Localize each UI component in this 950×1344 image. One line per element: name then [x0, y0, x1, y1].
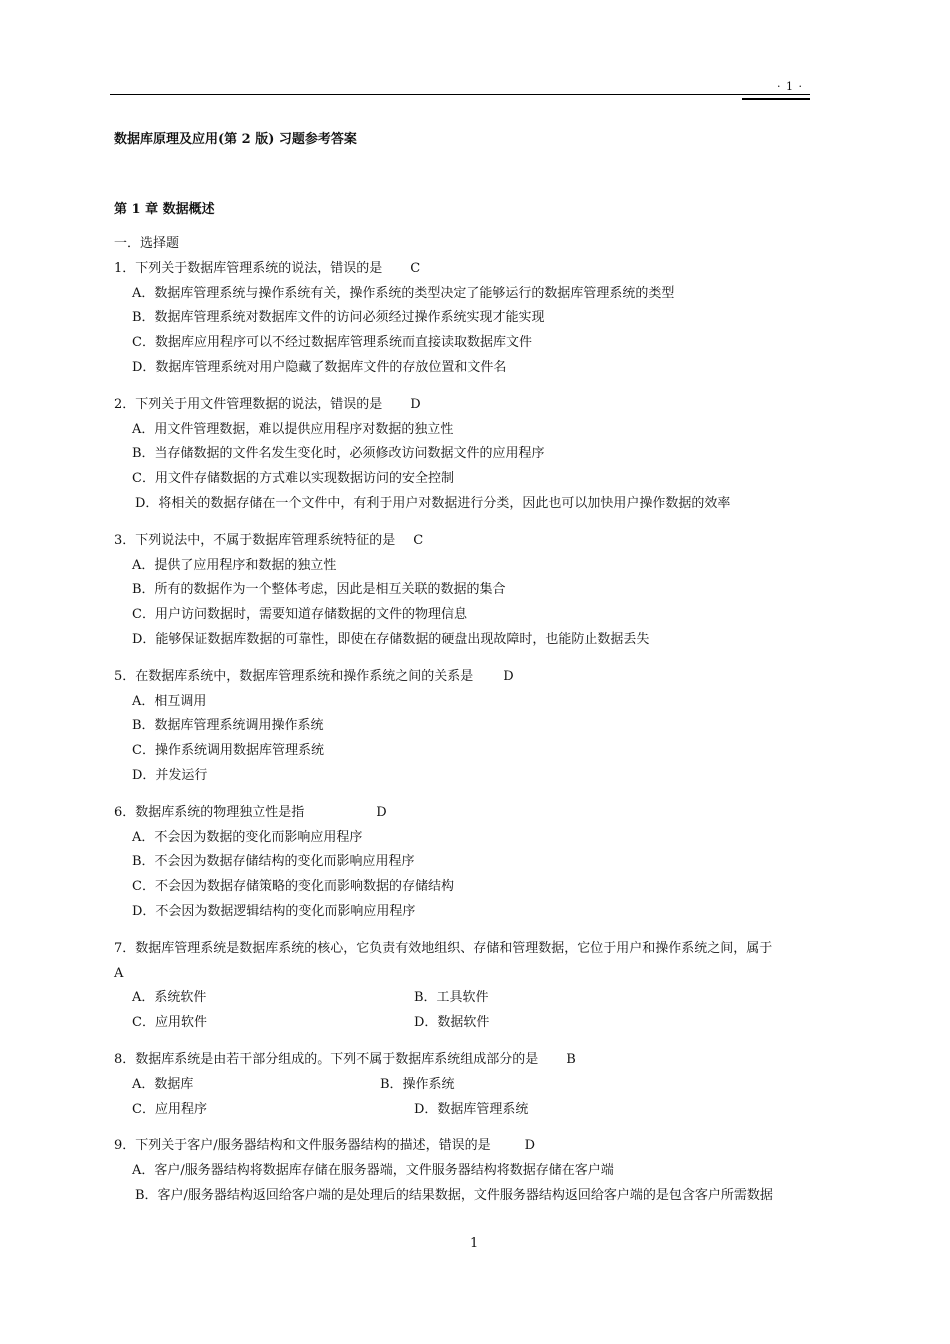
- option-a: A．数据库: [132, 1076, 194, 1092]
- question-answer: D: [376, 804, 387, 820]
- question-2: [114, 393, 840, 517]
- option-row: [114, 1098, 840, 1123]
- question-stem: 5．在数据库系统中，数据库管理系统和操作系统之间的关系是: [114, 668, 474, 684]
- header-rule-thick: [742, 98, 810, 100]
- option-c: C．应用软件: [132, 1015, 207, 1031]
- question-answer: A: [114, 965, 124, 981]
- option-b: B．数据库管理系统调用操作系统: [132, 718, 324, 734]
- question-stem: 1．下列关于数据库管理系统的说法，错误的是: [114, 260, 383, 276]
- option-d: D．数据软件: [414, 1015, 490, 1031]
- section-heading: 一．选择题: [114, 236, 180, 251]
- option-b: B．客户/服务器结构返回给客户端的是处理后的结果数据，文件服务器结构返回给客户端的是包含客户所需数据: [135, 1187, 773, 1203]
- document-title: 数据库原理及应用(第 2 版) 习题参考答案: [114, 132, 357, 147]
- option-c: C．用户访问数据时，需要知道存储数据的文件的物理信息: [132, 607, 467, 623]
- option-a: A．系统软件: [132, 990, 207, 1006]
- option-d: D．并发运行: [132, 767, 208, 783]
- option-c: C．用文件存储数据的方式难以实现数据访问的安全控制: [132, 471, 454, 487]
- option-c: C．不会因为数据存储策略的变化而影响数据的存储结构: [132, 879, 454, 895]
- question-5: [114, 665, 840, 789]
- option-b: B．数据库管理系统对数据库文件的访问必须经过操作系统实现才能实现: [132, 310, 545, 326]
- question-stem: 2．下列关于用文件管理数据的说法，错误的是: [114, 396, 383, 412]
- option-a: A．提供了应用程序和数据的独立性: [132, 557, 337, 573]
- question-3: [114, 529, 840, 653]
- option-d: D．不会因为数据逻辑结构的变化而影响应用程序: [132, 903, 416, 919]
- question-9: [114, 1134, 840, 1208]
- question-stem: 3．下列说法中，不属于数据库管理系统特征的是: [114, 532, 396, 548]
- option-row: [114, 1073, 840, 1098]
- header-rule: [110, 94, 810, 95]
- option-b: B．工具软件: [414, 990, 489, 1006]
- question-8: [114, 1048, 840, 1122]
- question-answer: D: [524, 1138, 536, 1154]
- question-7: [114, 937, 840, 1036]
- question-answer: C: [413, 532, 424, 548]
- question-answer: D: [503, 668, 514, 684]
- question-stem: 9．下列关于客户/服务器结构和文件服务器结构的描述，错误的是: [114, 1138, 491, 1154]
- question-6: [114, 801, 840, 925]
- footer-page-number: 1: [470, 1236, 479, 1251]
- option-a: A．不会因为数据的变化而影响应用程序: [132, 829, 363, 845]
- option-d: D．数据库管理系统: [414, 1101, 529, 1117]
- option-c: C．操作系统调用数据库管理系统: [132, 743, 324, 759]
- question-answer: C: [410, 260, 421, 276]
- question-answer: B: [566, 1051, 576, 1067]
- option-d: D．将相关的数据存储在一个文件中，有利于用户对数据进行分类，因此也可以加快用户操作数据的效率: [135, 495, 731, 511]
- option-b: B．不会因为数据存储结构的变化而影响应用程序: [132, 854, 415, 870]
- question-stem: 8．数据库系统是由若干部分组成的。下列不属于数据库系统组成部分的是: [114, 1051, 539, 1067]
- option-d: D．能够保证数据库数据的可靠性，即使在存储数据的硬盘出现故障时，也能防止数据丢失: [132, 631, 650, 647]
- option-b: B．所有的数据作为一个整体考虑，因此是相互关联的数据的集合: [132, 582, 506, 598]
- option-a: A．相互调用: [132, 693, 207, 709]
- option-c: C．应用程序: [132, 1101, 207, 1117]
- document-body: [114, 128, 840, 1221]
- option-a: A．数据库管理系统与操作系统有关，操作系统的类型决定了能够运行的数据库管理系统的类型: [132, 285, 675, 301]
- header-page-marker: · 1 ·: [777, 80, 803, 93]
- question-1: [114, 257, 840, 381]
- option-row: [114, 1011, 840, 1036]
- option-a: A．用文件管理数据，难以提供应用程序对数据的独立性: [132, 421, 454, 437]
- option-c: C．数据库应用程序可以不经过数据库管理系统而直接读取数据库文件: [132, 335, 532, 351]
- option-b: B．当存储数据的文件名发生变化时，必须修改访问数据文件的应用程序: [132, 446, 545, 462]
- option-row: [114, 986, 840, 1011]
- chapter-heading: 第 1 章 数据概述: [114, 202, 215, 217]
- option-d: D．数据库管理系统对用户隐藏了数据库文件的存放位置和文件名: [132, 359, 507, 375]
- question-answer: D: [410, 396, 421, 412]
- option-b: B．操作系统: [380, 1076, 455, 1092]
- option-a: A．客户/服务器结构将数据库存储在服务器端，文件服务器结构将数据存储在客户端: [132, 1163, 614, 1179]
- question-stem: 7．数据库管理系统是数据库系统的核心，它负责有效地组织、存储和管理数据，它位于用户和操作系统之间，属于: [114, 940, 773, 956]
- question-stem: 6．数据库系统的物理独立性是指: [114, 804, 305, 820]
